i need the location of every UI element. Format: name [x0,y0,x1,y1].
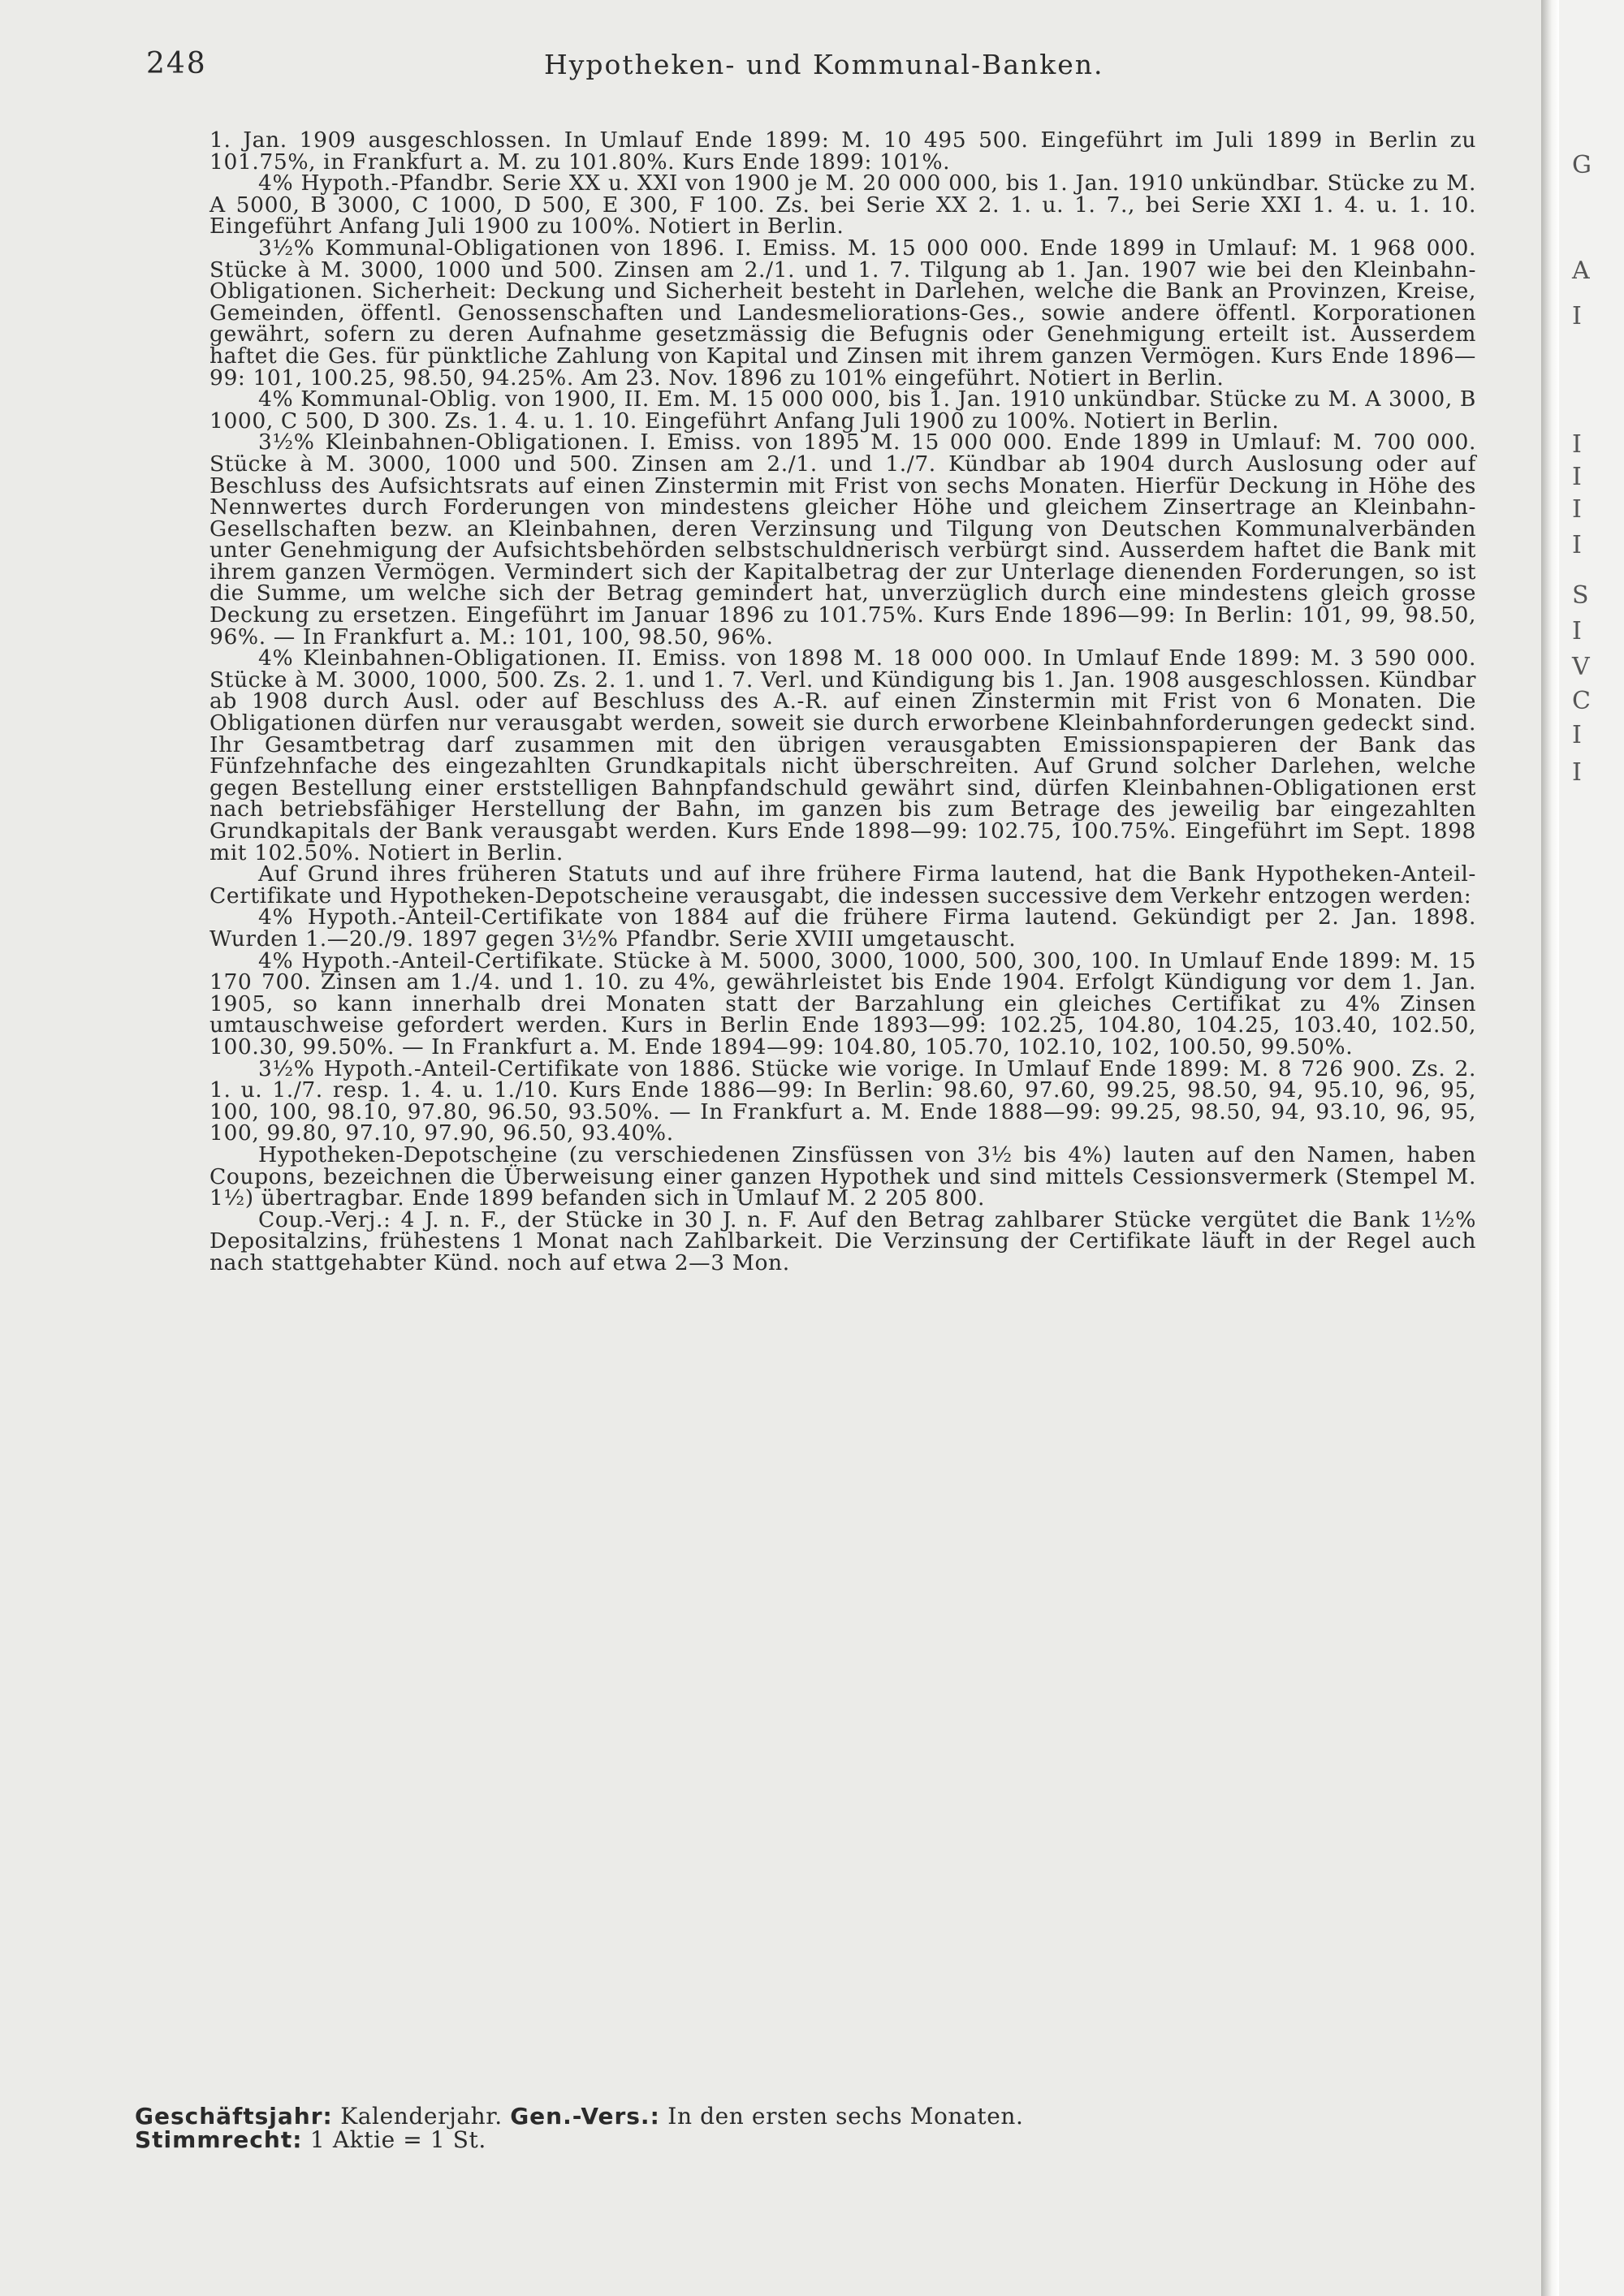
page-header [146,47,1478,88]
label-geschaeftsjahr: Geschäftsjahr: [135,2103,333,2130]
facing-fragment: I [1572,721,1582,749]
paragraph-anteil-1884: 4% Hypoth.-Anteil-Certifikate von 1884 auf die frühere Firma lautend. Gekündigt per 2. Jan. 1898. Wurden 1.—20./9. 1897 gegen 3½% Pfandbr. Serie XVIII umgetauscht. [209,904,1476,952]
facing-fragment: I [1572,463,1582,491]
paragraph-continuation: 1. Jan. 1909 ausgeschlossen. In Umlauf Ende 1899: M. 10 495 500. Eingeführt im Juli 1899 in Berlin zu 101.75%, in Frankfurt a. M. zu 101.80%. Kurs Ende 1899: 101%. [209,127,1476,175]
page-footer [135,2104,1483,2151]
page-gutter-edge [1541,0,1559,2296]
facing-page-strip [1559,0,1624,2296]
paragraph-anteil-1886: 3½% Hypoth.-Anteil-Certifikate von 1886. Stücke wie vorige. In Umlauf Ende 1899: M. 8 726 900. Zs. 2. 1. u. 1./7. resp. 1. 4. u. 1./10. Kurs Ende 1886—99: In Berlin: 98.60, 97.60, 99.25, 98.50, 94, 95.10, 96, 95, 100, 100, 98.10, 97.80, 96.50, 93.50%. — In Frankfurt a. M. Ende 1888—99: 99.25, 98.50, 94, 93.10, 96, 95, 100, 99.80, 97.10, 97.90, 96.50, 93.40%. [209,1055,1476,1146]
footer-line-stimmrecht [135,2128,1483,2151]
paragraph-pfandbriefe-xx-xxi: 4% Hypoth.-Pfandbr. Serie XX u. XXI von 1900 je M. 20 000 000, bis 1. Jan. 1910 unkündbar. Stücke zu M. A 5000, B 3000, C 1000, D 500, E 300, F 100. Zs. bei Serie XX 2. 1. u. 1. 7., bei Serie XXI 1. 4. u. 1. 10. Eingeführt Anfang Juli 1900 zu 100%. Notiert in Berlin. [209,170,1476,240]
paragraph-kommunal-1900: 4% Kommunal-Oblig. von 1900, II. Em. M. 15 000 000, bis 1. Jan. 1910 unkündbar. Stücke zu M. A 3000, B 1000, C 500, D 300. Zs. 1. 4. u. 1. 10. Eingeführt Anfang Juli 1900 zu 100%. Notiert in Berlin. [209,386,1476,434]
facing-fragment: I [1572,430,1582,459]
paragraph-anteil-4pct: 4% Hypoth.-Anteil-Certifikate. Stücke à M. 5000, 3000, 1000, 500, 300, 100. In Umlauf Ende 1899: M. 15 170 700. Zinsen am 1./4. und 1. 10. zu 4%, gewährleistet bis Ende 1904. Erfolgt Kündigung vor dem 1. Jan. 1905, so kann innerhalb drei Monaten statt der Barzahlung ein gleiches Certifikat zu 4% Zinsen umtauschweise gefordert werden. Kurs in Berlin Ende 1893—99: 102.25, 104.80, 104.25, 103.40, 102.50, 100.30, 99.50%. — In Frankfurt a. M. Ende 1894—99: 104.80, 105.70, 102.10, 102, 100.50, 99.50%. [209,947,1476,1060]
facing-fragment: I [1572,495,1582,524]
facing-fragment: A [1572,257,1590,285]
value-geschaeftsjahr: Kalenderjahr. [332,2103,511,2130]
paragraph-statut: Auf Grund ihres früheren Statuts und auf ihre frühere Firma lautend, hat die Bank Hypotheken-Anteil-Certifikate und Hypotheken-Depotscheine verausgabt, die indessen successive dem Verkehr entzogen werden: [209,861,1476,908]
facing-fragment: I [1572,531,1582,559]
facing-fragment: G [1572,151,1592,179]
label-gen-vers: Gen.-Vers.: [510,2103,660,2130]
facing-fragment: V [1572,653,1590,681]
facing-fragment: I [1572,758,1582,787]
footer-line-geschaeftsjahr [135,2104,1483,2128]
label-stimmrecht: Stimmrecht: [135,2126,303,2153]
running-title: Hypotheken- und Kommunal-Banken. [544,49,1104,80]
paragraph-kleinbahnen-2: 4% Kleinbahnen-Obligationen. II. Emiss. von 1898 M. 18 000 000. In Umlauf Ende 1899: M. 3 590 000. Stücke à M. 3000, 1000, 500. Zs. 2. 1. und 1. 7. Verl. und Kündigung bis 1. Jan. 1908 ausgeschlossen. Kündbar ab 1908 durch Ausl. oder auf Beschluss des A.-R. auf einen Zinstermin mit Frist von 6 Monaten. Die Obligationen dürfen nur verausgabt werden, soweit sie durch erworbene Kleinbahnforderungen gedeckt sind. Ihr Gesamtbetrag darf zusammen mit den übrigen verausgabten Emissionspapieren der Bank das Fünfzehnfache des eingezahlten Grundkapitals nicht überschreiten. Auf Grund solcher Darlehen, welche gegen Bestellung einer erststelligen Bahnpfandschuld gewährt sind, dürfen Kleinbahnen-Obligationen erst nach betriebsfähiger Herstellung der Bahn, im ganzen bis zum Betrage des jeweilig bar eingezahlten Grundkapitals der Bank verausgabt werden. Kurs Ende 1898—99: 102.75, 100.75%. Eingeführt im Sept. 1898 mit 102.50%. Notiert in Berlin. [209,645,1476,865]
facing-fragment: S [1572,581,1589,610]
paragraph-depotscheine: Hypotheken-Depotscheine (zu verschiedenen Zinsfüssen von 3½ bis 4%) lauten auf den Namen, haben Coupons, bezeichnen die Überweisung einer ganzen Hypothek und sind mittels Cessionsvermerk (Stempel M. 1½) übertragbar. Ende 1899 befanden sich in Umlauf M. 2 205 800. [209,1142,1476,1211]
value-stimmrecht: 1 Aktie = 1 St. [302,2126,486,2153]
facing-fragment: I [1572,617,1582,645]
page-body [209,127,1476,1275]
paragraph-kommunal-1896: 3½% Kommunal-Obligationen von 1896. I. Emiss. M. 15 000 000. Ende 1899 in Umlauf: M. 1 968 000. Stücke à M. 3000, 1000 und 500. Zinsen am 2./1. und 1. 7. Tilgung ab 1. Jan. 1907 wie bei den Kleinbahn-Obligationen. Sicherheit: Deckung und Sicherheit besteht in Darlehen, welche die Bank an Provinzen, Kreise, Gemeinden, öffentl. Genossenschaften und Landesmeliorations-Ges., sowie andere öffentl. Korporationen gewährt, sofern zu deren Aufnahme gesetzmässig die Befugnis oder Genehmigung erteilt ist. Ausserdem haftet die Ges. für pünktliche Zahlung von Kapital und Zinsen mit ihrem ganzen Vermögen. Kurs Ende 1896—99: 101, 100.25, 98.50, 94.25%. Am 23. Nov. 1896 zu 101% eingeführt. Notiert in Berlin. [209,235,1476,391]
facing-fragment: I [1572,302,1582,330]
paragraph-coupon-verjaehrung: Coup.-Verj.: 4 J. n. F., der Stücke in 30 J. n. F. Auf den Betrag zahlbarer Stücke vergütet die Bank 1½% Depositalzins, frühestens 1 Monat nach Zahlbarkeit. Die Verzinsung der Certifikate läuft in der Regel auch nach stattgehabter Künd. noch auf etwa 2—3 Mon. [209,1206,1476,1275]
value-gen-vers: In den ersten sechs Monaten. [659,2103,1024,2130]
facing-fragment: C [1572,687,1591,715]
paragraph-kleinbahnen-1: 3½% Kleinbahnen-Obligationen. I. Emiss. von 1895 M. 15 000 000. Ende 1899 in Umlauf: M. 700 000. Stücke à M. 3000, 1000 und 500. Zinsen am 2./1. und 1./7. Kündbar ab 1904 durch Auslosung oder auf Beschluss des Aufsichtsrats auf einen Zinstermin mit Frist von sechs Monaten. Hierfür Deckung in Höhe des Nennwertes durch Forderungen von mindestens gleicher Höhe und gleichem Zinsertrage an Kleinbahn-Gesellschaften bezw. an Kleinbahnen, deren Verzinsung und Tilgung von Deutschen Kommunalverbänden unter Genehmigung der Aufsichtsbehörden selbstschuldnerisch verbürgt sind. Ausserdem haftet die Bank mit ihrem ganzen Vermögen. Vermindert sich der Kapitalbetrag der zur Unterlage dienenden Forderungen, so ist die Summe, um welche sich der Betrag gemindert hat, unverzüglich durch eine mindestens gleich grosse Deckung zu ersetzen. Eingeführt im Januar 1896 zu 101.75%. Kurs Ende 1896—99: In Berlin: 101, 99, 98.50, 96%. — In Frankfurt a. M.: 101, 100, 98.50, 96%. [209,429,1476,650]
page-number: 248 [146,47,207,80]
